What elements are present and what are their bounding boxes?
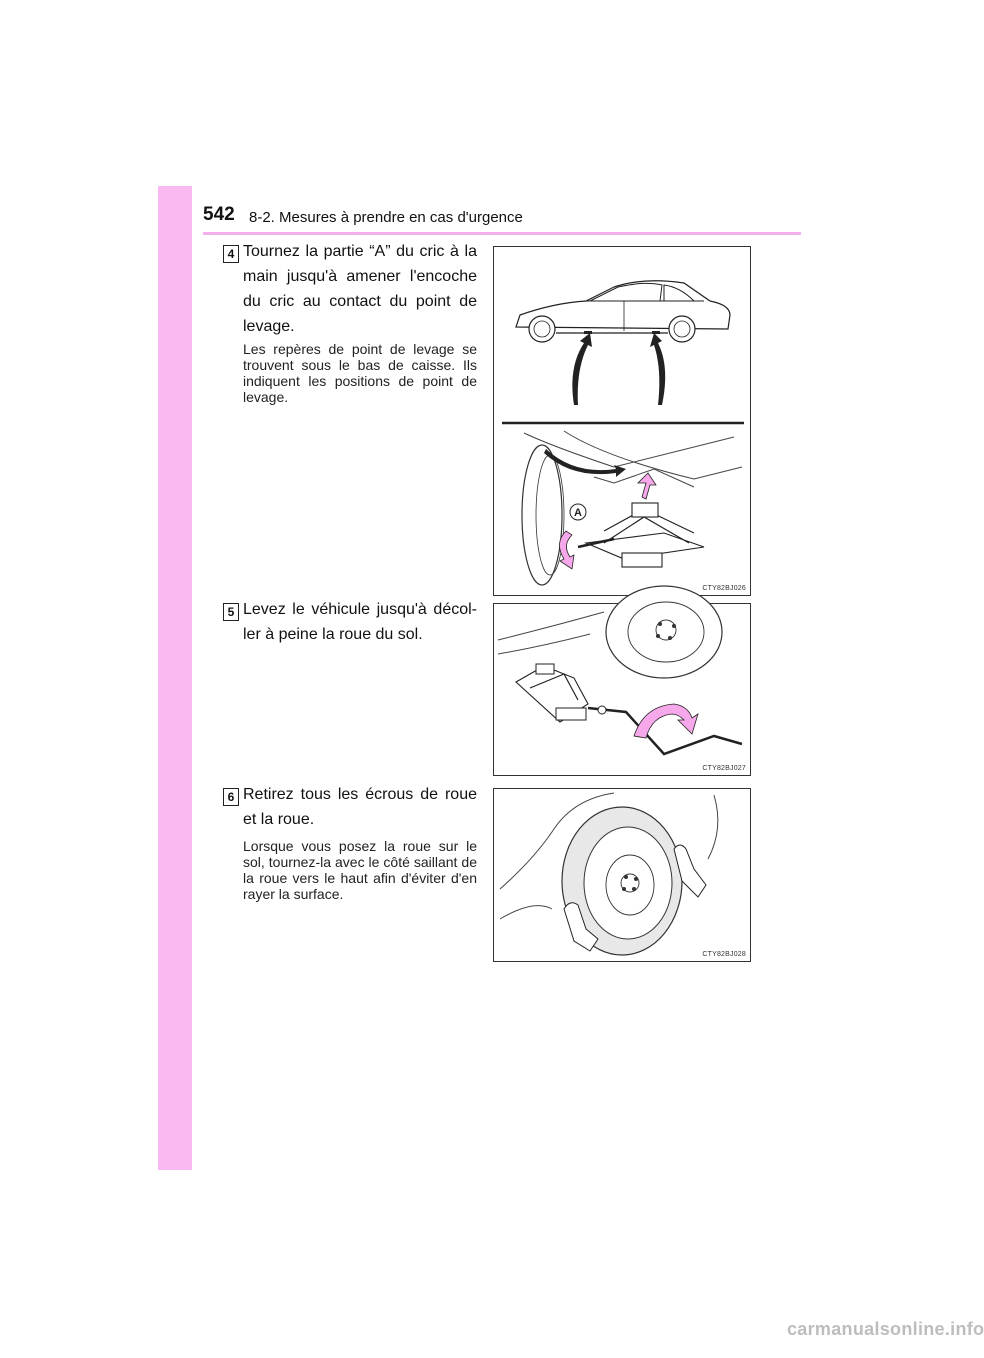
figure-label-a: A bbox=[574, 507, 582, 519]
figure-raise-vehicle bbox=[493, 603, 751, 776]
step-6-instruction: Retirez tous les écrous de roue et la roue. bbox=[243, 786, 477, 828]
section-title: 8-2. Mesures à prendre en cas d'urgence bbox=[249, 209, 523, 226]
chapter-sidebar-tab bbox=[158, 186, 192, 1170]
watermark-logo: carmanualsonline.info bbox=[787, 1319, 984, 1339]
step-6-note: Lorsque vous posez la roue sur le sol, tournez-la avec le côté saillant de la roue vers le haut afin d'éviter d'en rayer la surface. bbox=[243, 838, 477, 902]
remove-wheel-illustration bbox=[494, 789, 750, 961]
step-5-instruction: Levez le véhicule jusqu'à décol-ler à peine la roue du sol. bbox=[243, 601, 477, 643]
step-4-note: Les repères de point de levage se trouvent sous le bas de caisse. Ils indiquent les positions de point de levage. bbox=[243, 341, 477, 405]
jack-point-illustration bbox=[494, 247, 750, 595]
step-number-5: 5 bbox=[223, 603, 239, 621]
step-number-4: 4 bbox=[223, 245, 239, 263]
figure-remove-wheel bbox=[493, 788, 751, 962]
header-divider bbox=[203, 232, 801, 235]
step-number-6: 6 bbox=[223, 788, 239, 806]
page-number: 542 bbox=[203, 204, 235, 225]
figure-code-027: CTY82BJ027 bbox=[702, 765, 746, 772]
figure-jack-point bbox=[493, 246, 751, 596]
figure-code-026: CTY82BJ026 bbox=[702, 585, 746, 592]
figure-code-028: CTY82BJ028 bbox=[702, 951, 746, 958]
step-4-instruction: Tournez la partie “A” du cric à la main jusqu'à amener l'encoche du cric au contact du point de levage. bbox=[243, 243, 477, 335]
raise-vehicle-illustration bbox=[494, 604, 750, 775]
